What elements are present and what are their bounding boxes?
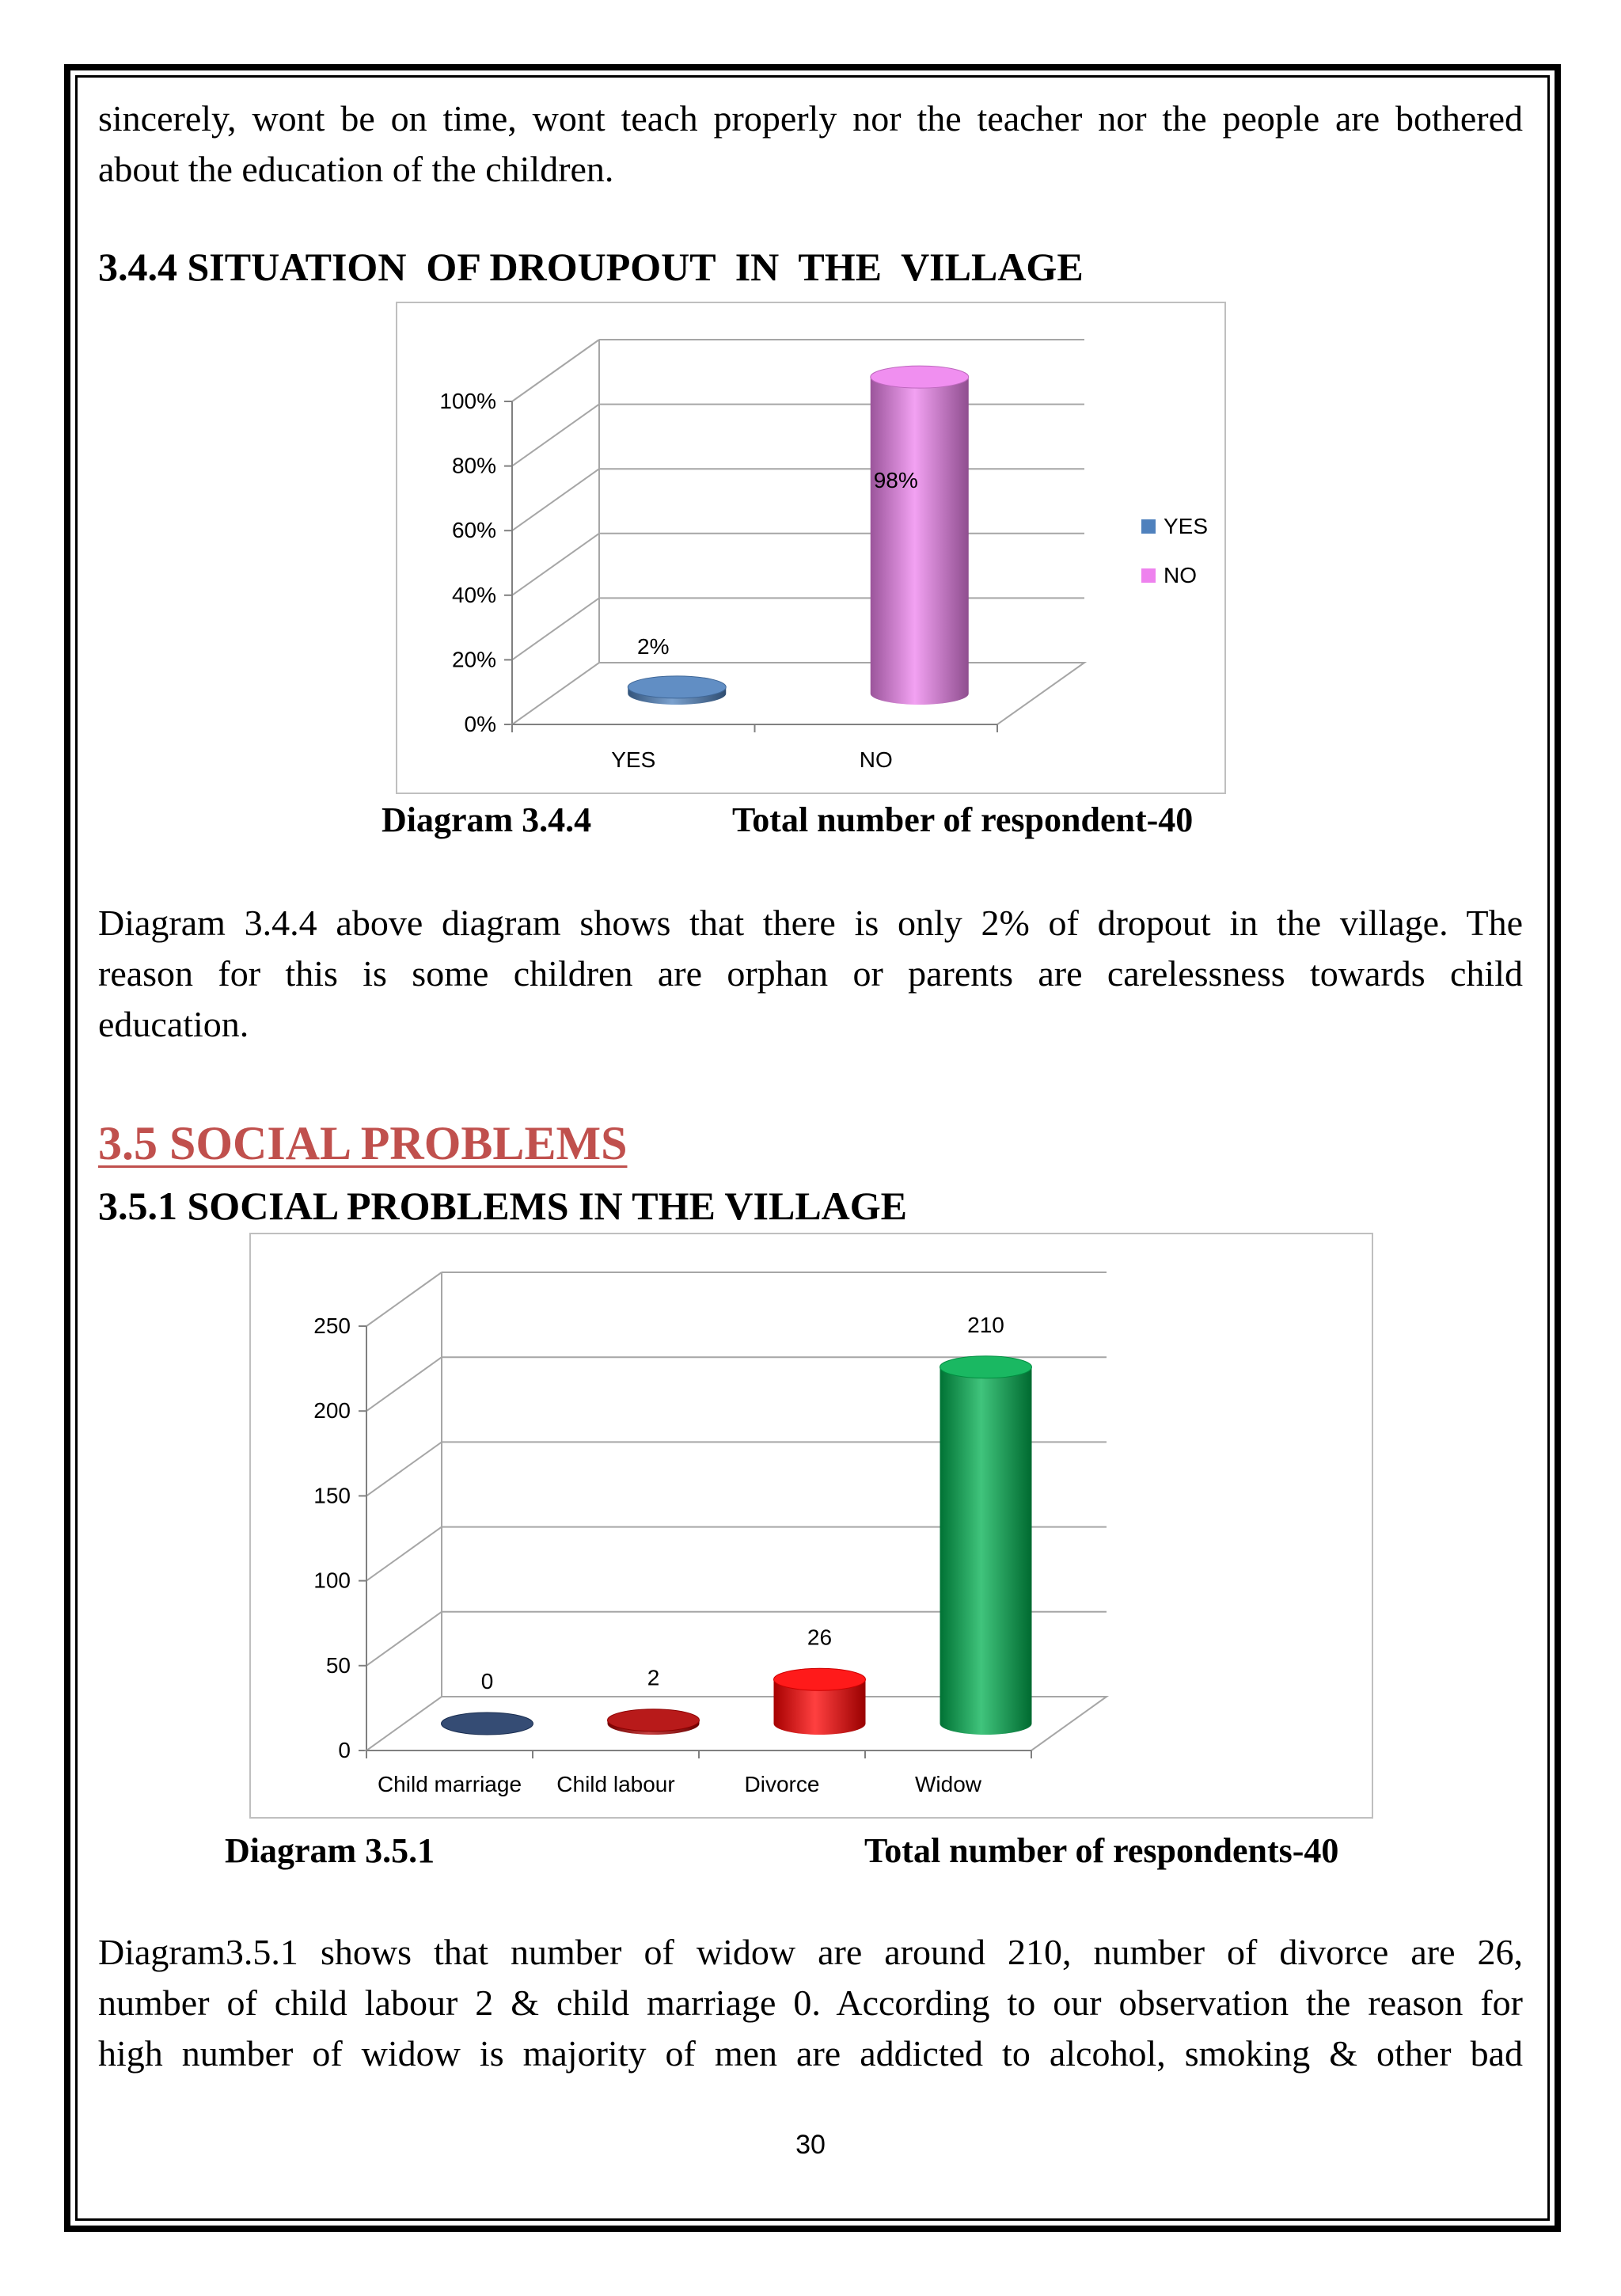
chart-dropout [396,302,1226,794]
legend-swatch [1141,568,1156,583]
y-tick-label: 20% [451,647,496,672]
section-351-title: 3.5.1 SOCIAL PROBLEMS IN THE VILLAGE [98,1184,908,1228]
para-351-line-3: high number of widow is majority of men are addicted to alcohol, smoking & other bad [98,2033,1523,2074]
bar-top [608,1709,700,1732]
y-tick-label: 0 [338,1738,351,1762]
x-tick-label: Child marriage [377,1772,522,1796]
y-tick-label: 200 [313,1398,351,1424]
caption-344-left: Diagram 3.4.4 [382,800,592,839]
chart-social-problems-svg [251,1234,1375,1820]
data-label: 210 [967,1312,1004,1337]
section-35-title: 3.5 SOCIAL PROBLEMS [98,1117,628,1169]
paragraph-344 [98,898,1523,1050]
chart-social-problems [249,1233,1373,1819]
legend-label: YES [1164,514,1209,538]
gridline-side [512,340,599,401]
gridline-side [512,469,599,530]
y-tick-label: 0% [464,712,496,736]
y-tick-label: 150 [313,1483,351,1508]
caption-344-right: Total number of respondent-40 [732,800,1194,839]
gridline-side [366,1357,442,1411]
data-label: 98% [873,468,918,493]
gridline-side [366,1272,442,1326]
gridline-side [512,534,599,595]
caption-351-left: Diagram 3.5.1 [225,1831,435,1870]
legend-label: NO [1164,563,1197,587]
x-tick-label: Widow [914,1772,982,1796]
y-tick-label: 40% [451,582,496,607]
data-label: 2 [647,1665,660,1690]
section-344-title: 3.4.4 SITUATION OF DROUPOUT IN THE VILLAGE [98,245,1084,289]
bar-top [442,1712,533,1735]
x-tick-label: NO [859,747,893,772]
gridline-side [366,1612,442,1666]
gridline-side [366,1442,442,1496]
x-tick-label: Divorce [744,1772,820,1796]
legend-swatch [1141,519,1156,534]
bar-top [628,676,726,698]
bar-top [774,1668,866,1690]
x-tick-label: Child labour [556,1772,675,1796]
y-tick-label: 50 [325,1652,351,1678]
caption-351-right: Total number of respondents-40 [864,1831,1339,1870]
page-number: 30 [795,2130,826,2160]
para-344-line-2: reason for this is some children are orphan or parents are carelessness towards child [98,953,1523,994]
data-label: 0 [480,1669,494,1693]
intro-line-1: sincerely, wont be on time, wont teach properly nor the teacher nor the people are bothered [98,98,1523,139]
chart-floor [512,663,1084,724]
bar-top [940,1356,1032,1378]
x-tick-label: YES [611,747,656,772]
gridline-side [512,405,599,466]
y-tick-label: 100 [313,1568,351,1593]
y-tick-label: 100% [439,389,496,413]
y-tick-label: 80% [451,453,496,478]
gridline-side [512,598,599,660]
paragraph-351 [98,1927,1523,2079]
bar-top [871,366,969,388]
chart-dropout-svg [397,303,1228,796]
bar-widow [940,1367,1032,1735]
para-351-line-1: Diagram3.5.1 shows that number of widow are around 210, number of divorce are 26, [98,1932,1523,1972]
bar-no [871,377,969,705]
intro-line-2: about the education of the children. [98,149,614,189]
y-tick-label: 60% [451,518,496,543]
data-label: 26 [807,1625,833,1650]
gridline-side [366,1527,442,1581]
y-tick-label: 250 [313,1313,351,1338]
para-344-line-3: education. [98,1004,249,1044]
para-344-line-1: Diagram 3.4.4 above diagram shows that there is only 2% of dropout in the village. The [98,903,1523,943]
data-label: 2% [637,633,670,659]
intro-paragraph [98,93,1523,195]
para-351-line-2: number of child labour 2 & child marriage 0. According to our observation the reason for [98,1982,1523,2023]
